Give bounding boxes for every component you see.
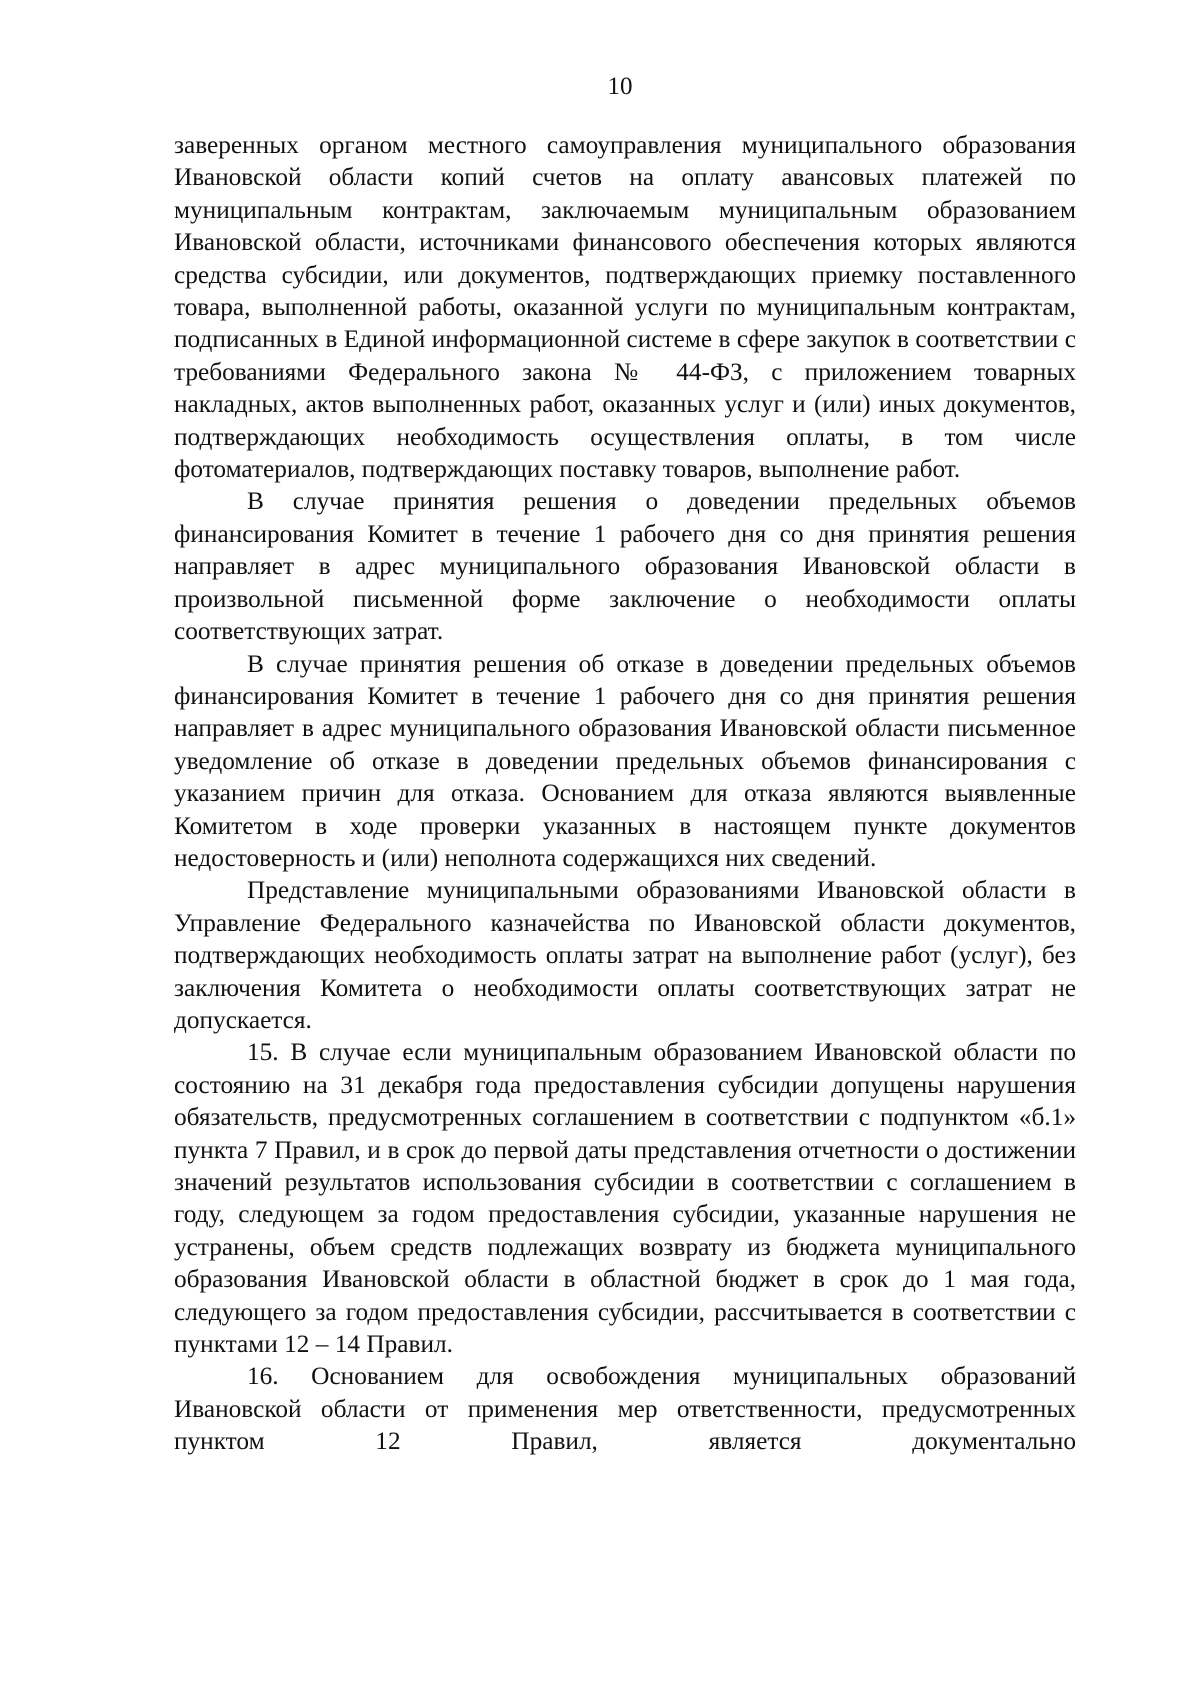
paragraph-item-16: 16. Основанием для освобождения муниципальных образований Ивановской области от применения мер ответственности, предусмотренных пунктом 12 Правил, является документально [174, 1362, 1076, 1456]
page-number: 10 [607, 73, 633, 100]
paragraph-continuation: заверенных органом местного самоуправления муниципального образования Ивановской области копий счетов на оплату авансовых платежей по муниципальным контрактам, заключаемым муниципальным образованием Ивановской области, источниками финансового обеспечения которых являются средства субсидии, или документов, подтверждающих приемку поставленного товара, выполненной работы, оказанной услуги по муниципальным контрактам, подписанных в Единой информационной системе в сфере закупок в соответствии с требованиями Федерального закона № 44-ФЗ, с приложением товарных накладных, актов выполненных работ, оказанных услуг и (или) иных документов, подтверждающих необходимость осуществления оплаты, в том числе фотоматериалов, подтверждающих поставку товаров, выполнение работ. [174, 131, 1076, 484]
paragraph-decision-approval: В случае принятия решения о доведении предельных объемов финансирования Комитет в течение 1 рабочего дня со дня принятия решения направляет в адрес муниципального образования Ивановской области в произвольной письменной форме заключение о необходимости оплаты соответствующих затрат. [174, 487, 1076, 646]
document-body [174, 129, 1076, 1458]
paragraph-item-15: 15. В случае если муниципальным образованием Ивановской области по состоянию на 31 декабря года предоставления субсидии допущены нарушения обязательств, предусмотренных соглашением в соответствии с подпунктом «б.1» пункта 7 Правил, и в срок до первой даты представления отчетности о достижении значений результатов использования субсидии в соответствии с соглашением в году, следующем за годом предоставления субсидии, указанные нарушения не устранены, объем средств подлежащих возврату из бюджета муниципального образования Ивановской области в областной бюджет в срок до 1 мая года, следующего за годом предоставления субсидии, рассчитывается в соответствии с пунктами 12 – 14 Правил. [174, 1038, 1076, 1359]
paragraph-decision-refusal: В случае принятия решения об отказе в доведении предельных объемов финансирования Комитет в течение 1 рабочего дня со дня принятия решения направляет в адрес муниципального образования Ивановской области письменное уведомление об отказе в доведении предельных объемов финансирования с указанием причин для отказа. Основанием для отказа являются выявленные Комитетом в ходе проверки указанных в настоящем пункте документов недостоверность и (или) неполнота содержащихся них сведений. [174, 649, 1076, 872]
paragraph-treasury-submission: Представление муниципальными образованиями Ивановской области в Управление Федерального казначейства по Ивановской области документов, подтверждающих необходимость оплаты затрат на выполнение работ (услуг), без заключения Комитета о необходимости оплаты соответствующих затрат не допускается. [174, 876, 1076, 1034]
